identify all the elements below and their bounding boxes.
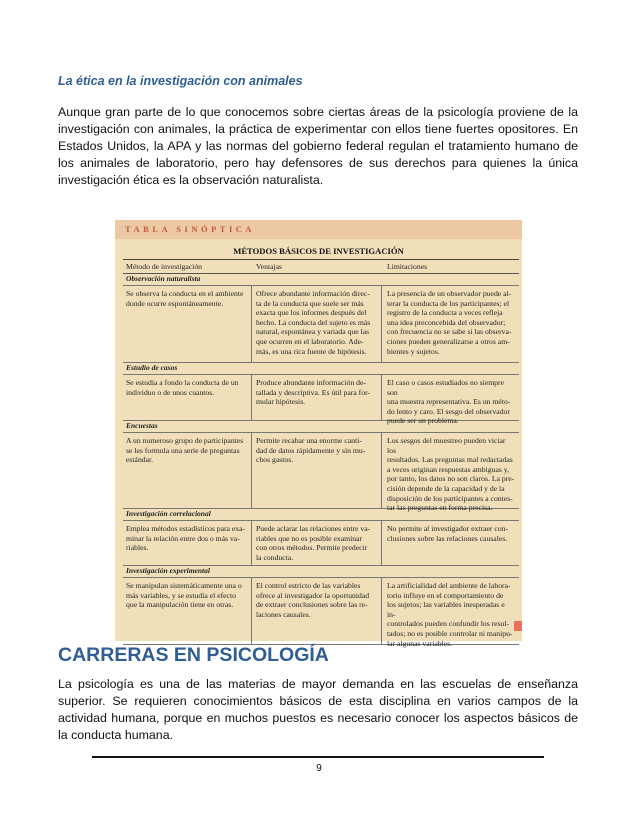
method-cell: Emplea métodos estadísticos para exa- minar la relación entre dos o más va- riables. bbox=[126, 524, 246, 553]
intro-paragraph: Aunque gran parte de lo que conocemos sobre ciertas áreas de la psicología proviene de la investigación con animales, la práctica de experimentar con ellos tiene fuertes opositores. En Estados Unidos, la APA y las normas del gobierno federal regulan el tratamiento humano de los animales de laboratorio, pero hay defensores de sus derechos para quienes la única investigación ética es la observación naturalista. bbox=[58, 105, 578, 187]
advantages-cell: Produce abundante información de- tallada y descriptiva. Es útil para for- mular hipótesis. bbox=[256, 378, 371, 407]
footer-divider bbox=[92, 756, 544, 758]
table-title: MÉTODOS BÁSICOS DE INVESTIGACIÓN bbox=[233, 246, 404, 256]
limitations-cell: No permite al investigador extraer con- clusiones sobre las relaciones causales. bbox=[387, 524, 509, 543]
advantages-cell: Ofrece abundante información direc- ta de la conducta que suele ser más exacta que los informes después del hecho. La conducta del sujeto es más natural, espontánea y variada que las que ocurren en el laboratorio. Ade- más, es una rica fuente de hipótesis. bbox=[256, 289, 371, 356]
limitations-cell: La artificialidad del ambiente de labora- torio influye en el comportamiento de los sujetos; las variables inesperadas e in- controlados pueden confundir los resul- tados; no es posible controlar ni manipu- lar algunas variables. bbox=[387, 581, 513, 648]
synoptic-table-figure bbox=[115, 220, 522, 648]
limitations-cell: La presencia de un observador puede al- terar la conducta de los participantes; el registro de la conducta a veces refleja una idea preconcebida del observador; con frecuencia no se sabe si las observa- ciones pueden generalizarse a otros am- bientes y sujetos. bbox=[387, 289, 512, 356]
corner-accent bbox=[514, 621, 522, 631]
methods-table bbox=[123, 259, 519, 648]
category-label: Encuestas bbox=[123, 421, 519, 433]
careers-heading: CARRERAS EN PSICOLOGÍA bbox=[58, 644, 329, 666]
category-label: Investigación correlacional bbox=[123, 509, 519, 521]
table-row bbox=[123, 286, 519, 363]
limitations-cell: Los sesgos del muestreo pueden viciar los resultados. Las preguntas mal redactadas a veces originan respuestas ambiguas y, por tanto, los datos no son claros. La pre- cisión depende de la capacidad y de la disposición de los participantes a contes- tar las preguntas en forma precisa. bbox=[387, 436, 515, 513]
method-cell: Se manipulan sistemáticamente una o más variables, y se estudia el efecto que la manipulación tiene en otras. bbox=[126, 581, 242, 610]
method-cell: Se observa la conducta en el ambiente donde ocurre espontáneamente. bbox=[126, 289, 244, 308]
section-heading: La ética en la investigación con animales bbox=[58, 74, 303, 88]
method-cell: A un numeroso grupo de participantes se les formula una serie de preguntas estándar. bbox=[126, 436, 244, 465]
table-row bbox=[123, 578, 519, 648]
figure-label-bar bbox=[115, 220, 522, 239]
figure-label: TABLA SINÓPTICA bbox=[125, 224, 256, 234]
page-number: 9 bbox=[316, 763, 322, 774]
advantages-cell: El control estricto de las variables ofrece al investigador la oportunidad de extraer conclusiones sobre las re- laciones causales. bbox=[256, 581, 370, 619]
category-label: Observación naturalista bbox=[123, 274, 519, 286]
table-row bbox=[123, 433, 519, 513]
header-limitations: Limitaciones bbox=[387, 262, 428, 271]
header-method: Método de investigación bbox=[126, 262, 203, 271]
limitations-cell: El caso o casos estudiados no siempre son una muestra representativa. Es un méto- do lento y caro. El sesgo del observador puede ser un problema. bbox=[387, 378, 511, 426]
table-row bbox=[123, 521, 519, 566]
method-cell: Se estudia a fondo la conducta de un individuo o de unos cuantos. bbox=[126, 378, 239, 397]
advantages-cell: Permite recabar una enorme canti- dad de datos rápidamente y sin mu- chos gastos. bbox=[256, 436, 366, 465]
header-advantages: Ventajas bbox=[256, 262, 283, 271]
category-label: Estudio de casos bbox=[123, 363, 519, 375]
advantages-cell: Puede aclarar las relaciones entre va- riables que no es posible examinar con otros métodos. Permite predecir la conducta. bbox=[256, 524, 371, 562]
category-label: Investigación experimental bbox=[123, 566, 519, 578]
table-header-row bbox=[123, 259, 519, 274]
careers-paragraph: La psicología es una de las materias de mayor demanda en las escuelas de enseñanza superior. Se requieren conocimientos básicos de esta disciplina en varios campos de la actividad humana, porque en muchos puestos es necesario conocer los aspectos básicos de la conducta humana. bbox=[58, 677, 578, 742]
